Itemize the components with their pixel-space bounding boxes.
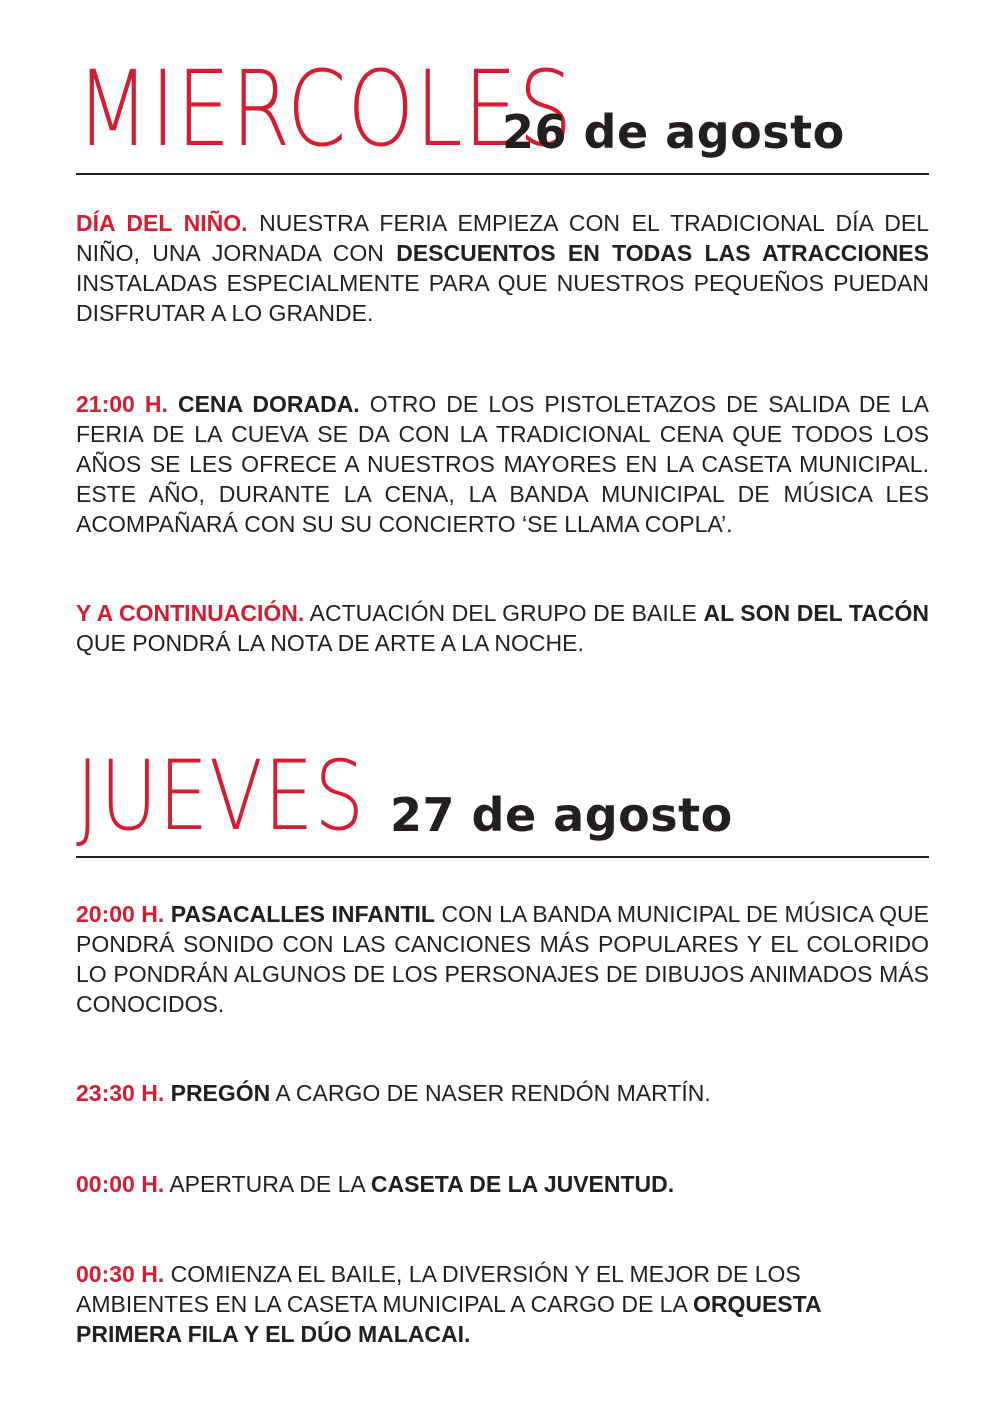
- event-text: APERTURA DE LA: [164, 1171, 371, 1197]
- day-name: JUEVES: [76, 740, 366, 852]
- event-time: 20:00 H.: [76, 901, 165, 927]
- event-text: ACTUACIÓN DEL GRUPO DE BAILE: [304, 600, 704, 626]
- event-text: CON LA BANDA MUNICIPAL DE MÚSICA QUE PONDRÁ SONIDO CON LAS CANCIONES MÁS POPULARES Y EL COLORIDO LO PONDRÁN ALGUNOS DE LOS PERSONAJES DE DIBUJOS ANIMADOS MÁS CONOCIDOS.: [76, 901, 929, 1017]
- event-cena-dorada: [76, 389, 929, 539]
- event-text: INSTALADAS ESPECIALMENTE PARA QUE NUESTROS PEQUEÑOS PUEDAN DISFRUTAR A LO GRANDE.: [76, 270, 929, 326]
- event-pasacalles: [76, 899, 929, 1019]
- day-date: 27 de agosto: [390, 788, 733, 842]
- day-name: MIERCOLES: [76, 48, 574, 170]
- event-text: OTRO DE LOS PISTOLETAZOS DE SALIDA DE LA FERIA DE LA CUEVA SE DA CON LA TRADICIONAL CENA QUE TODOS LOS AÑOS SE LES OFRECE A NUESTROS MAYORES EN LA CASETA MUNICIPAL. ESTE AÑO, DURANTE LA CENA, LA BANDA MUNICIPAL DE MÚSICA LES ACOMPAÑARÁ CON SU SU CONCIERTO ‘SE LLAMA COPLA’.: [76, 391, 929, 537]
- day-header-thursday: [76, 740, 929, 858]
- event-highlight: ORQUESTA PRIMERA FILA Y EL DÚO MALACAI.: [76, 1291, 821, 1347]
- event-highlight: CASETA DE LA JUVENTUD.: [370, 1171, 675, 1197]
- event-text: NUESTRA FERIA EMPIEZA CON EL TRADICIONAL DÍA DEL NIÑO, UNA JORNADA CON: [76, 210, 929, 266]
- event-pregon: [76, 1078, 929, 1108]
- event-highlight: DESCUENTOS EN TODAS LAS ATRACCIONES: [396, 240, 929, 266]
- day-header-wednesday: [76, 48, 929, 175]
- event-time: 00:30 H.: [76, 1261, 165, 1287]
- event-time: 21:00 H.: [76, 391, 168, 417]
- event-time: 00:00 H.: [76, 1171, 165, 1197]
- event-text: COMIENZA EL BAILE, LA DIVERSIÓN Y EL MEJOR DE LOS AMBIENTES EN LA CASETA MUNICIPAL A CARGO DE LA: [76, 1261, 801, 1317]
- event-highlight: CENA DORADA.: [167, 391, 360, 417]
- event-time: 23:30 H.: [76, 1080, 165, 1106]
- event-caseta-juventud: [76, 1169, 929, 1199]
- event-text: A CARGO DE NASER RENDÓN MARTÍN.: [270, 1080, 711, 1106]
- event-al-son-del-tacon: [76, 598, 929, 658]
- event-lead: DÍA DEL NIÑO.: [76, 210, 248, 236]
- event-highlight: PREGÓN: [164, 1080, 271, 1106]
- event-dia-del-nino: [76, 208, 929, 328]
- event-lead: Y A CONTINUACIÓN.: [76, 600, 305, 626]
- event-text: QUE PONDRÁ LA NOTA DE ARTE A LA NOCHE.: [76, 630, 584, 656]
- event-baile-orquesta: [76, 1259, 929, 1349]
- event-highlight: AL SON DEL TACÓN: [703, 600, 929, 626]
- day-date: 26 de agosto: [502, 105, 845, 159]
- event-highlight: PASACALLES INFANTIL: [164, 901, 435, 927]
